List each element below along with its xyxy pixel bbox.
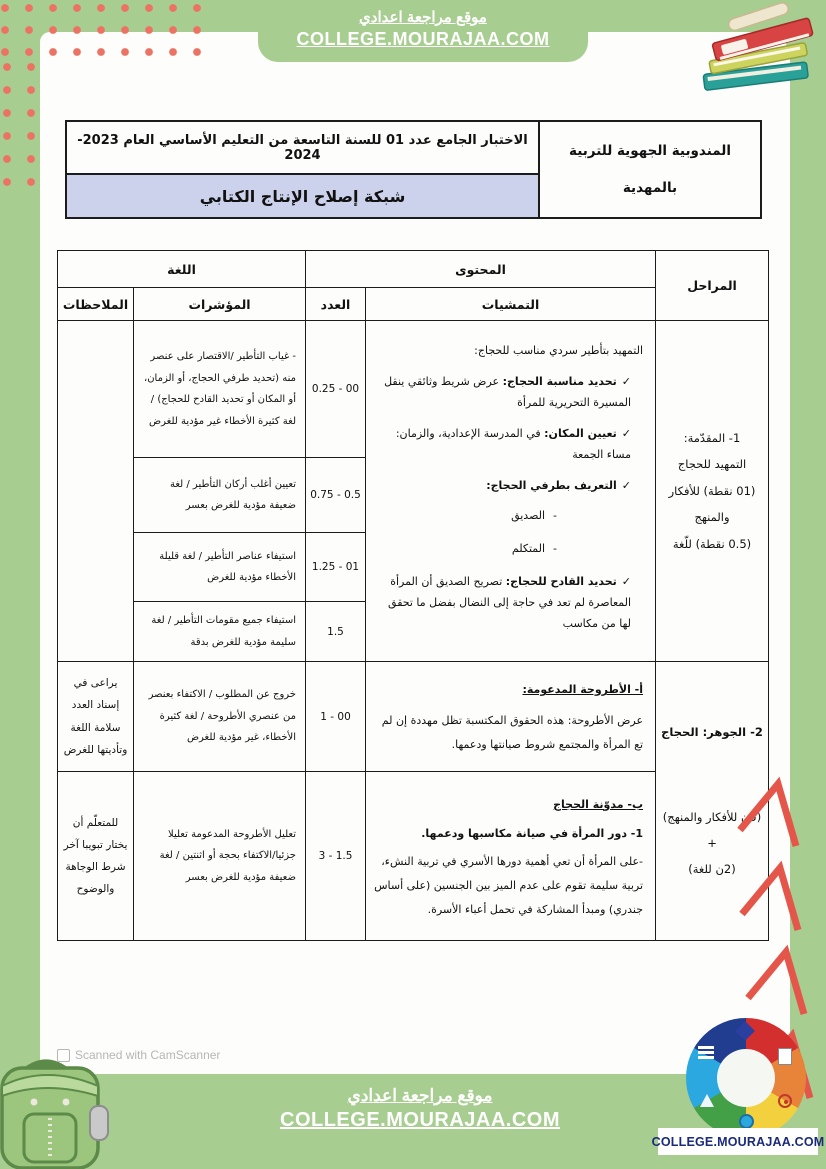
score-cell: 1.25 - 01 [306, 533, 366, 602]
site-name-arabic: موقع مراجعة اعدادي [359, 9, 487, 26]
list-item: ✓تحديد مناسبة الحجاج: عرض شريط وثائقي ينقل المسيرة التحريرية للمرأة [384, 374, 632, 409]
intro-steps-cell [366, 321, 656, 662]
flask-icon [700, 1094, 714, 1107]
stage-intro-cell: 1- المقدّمة: التمهيد للحجاج (01 نقطة) للأفكار والمنهج (0.5 نقطة) للّغة [656, 321, 769, 662]
correction-grid-title: شبكة إصلاح الإنتاج الكتابي [66, 174, 539, 218]
site-banner-bottom [210, 1086, 630, 1132]
indicator-cell: تعليل الأطروحة المدعومة تعليلا جزئيا/الاكتفاء بحجة أو اثنتين / لغة ضعيفة مؤدية للغرض بعسر [134, 772, 306, 941]
dash-icon: - [553, 509, 558, 523]
list-item: ✓تحديد القادح للحجاج: تصريح الصديق أن المرأة المعاصرة لم تعد في حاجة إلى النضال بفضل ما تحقق لها من مكاسب [388, 575, 632, 630]
arguments-steps-cell: ب- مدوّنة الحجاج 1- دور المرأة في صيانة مكاسبها ودعمها. -على المرأة أن تعي أهمية دورها الأسري في تربية النشء، تربية سليمة تقوم على عدم الميز بين الجنسين (على أساس جندري) ومبدأ المشاركة في تحمل أعباء الأسرة. [366, 772, 656, 941]
header-content-group: المحتوى [306, 251, 656, 288]
logo-caption-bar [651, 1128, 825, 1155]
score-cell: 0.25 - 00 [306, 321, 366, 458]
score-cell: 3 - 1.5 [306, 772, 366, 941]
notes-empty-cell [58, 321, 134, 662]
list-item: -المتكلم [511, 542, 558, 556]
books-icon [698, 1046, 714, 1049]
table-row [58, 662, 769, 772]
site-name-arabic: موقع مراجعة اعدادي [347, 1086, 493, 1105]
logo-caption: COLLEGE.MOURAJAA.COM [651, 1134, 825, 1149]
document-header-table [65, 120, 762, 219]
check-icon: ✓ [621, 575, 632, 589]
header-score: العدد [306, 288, 366, 321]
site-url-link[interactable]: COLLEGE.MOURAJAA.COM [280, 1109, 560, 1131]
books-stack-illustration [688, 2, 824, 94]
score-cell: 0.75 - 0.5 [306, 458, 366, 533]
authority-cell [539, 121, 761, 218]
authority-region: بالمهدية [622, 179, 678, 196]
stage-core-cell: 2- الجوهر: الحجاج (5ن للأفكار والمنهج) + (2ن للغة) [656, 662, 769, 941]
steps-title: التمهيد بتأطير سردي مناسب للحجاج: [474, 344, 644, 358]
section-heading: ب- مدوّنة الحجاج [553, 797, 644, 811]
graduation-cap-icon [735, 1021, 755, 1041]
thesis-steps-cell: أ- الأطروحة المدعومة: عرض الأطروحة: هذه الحقوق المكتسبة تظل مهددة إن لم تع المرأة والمجتمع شروط صيانتها ودعمها. [366, 662, 656, 772]
site-banner-top [263, 8, 583, 50]
exam-title: الاختبار الجامع عدد 01 للسنة التاسعة من التعليم الأساسي العام 2023-2024 [66, 121, 539, 174]
globe-icon [739, 1114, 754, 1129]
atom-icon [778, 1094, 792, 1108]
site-url-link[interactable]: COLLEGE.MOURAJAA.COM [296, 29, 550, 49]
section-heading: أ- الأطروحة المدعومة: [522, 683, 644, 697]
note-cell: للمتعلّم أن يختار تبويبا آخر شرط الوجاهة والوضوح [58, 772, 134, 941]
note-cell: يراعى في إسناد العدد سلامة اللغة وتأديتها للغرض [58, 662, 134, 772]
authority-name: المندوبية الجهوية للتربية [569, 143, 731, 160]
list-item: ✓تعيين المكان: في المدرسة الإعدادية، والزمان: مساء الجمعة [395, 426, 632, 461]
header-language-group: اللغة [58, 251, 306, 288]
correction-grid-table [57, 250, 769, 941]
score-cell: 1 - 00 [306, 662, 366, 772]
check-icon: ✓ [621, 426, 632, 440]
notepad-icon [778, 1048, 792, 1065]
score-cell: 1.5 [306, 602, 366, 662]
indicator-cell: تعيين أغلب أركان التأطير / لغة ضعيفة مؤدية للغرض بعسر [134, 458, 306, 533]
logo-center-hole [717, 1049, 775, 1107]
camscanner-watermark: Scanned with CamScanner [57, 1048, 220, 1062]
header-steps: التمشيات [366, 288, 656, 321]
indicator-cell: استيفاء عناصر التأطير / لغة قليلة الأخطاء مؤدية للغرض [134, 533, 306, 602]
check-icon: ✓ [621, 374, 632, 388]
backpack-illustration [0, 1052, 122, 1169]
indicator-cell: - غياب التأطير /الاقتصار على عنصر منه (تحديد طرفي الحجاج، أو الزمان، أو المكان أو تحديد القادح للحجاج) / لغة كثيرة الأخطاء غير مؤدية للغرض [134, 321, 306, 458]
header-notes: الملاحظات [58, 288, 134, 321]
indicator-cell: استيفاء جميع مقومات التأطير / لغة سليمة مؤدية للغرض بدقة [134, 602, 306, 662]
education-wheel-logo [686, 1018, 806, 1138]
header-indicators: المؤشرات [134, 288, 306, 321]
dash-icon: - [553, 542, 558, 556]
list-item: -الصديق [511, 509, 558, 523]
table-row [58, 321, 769, 458]
indicator-cell: خروج عن المطلوب / الاكتفاء بعنصر من عنصري الأطروحة / لغة كثيرة الأخطاء، غير مؤدية للغرض [134, 662, 306, 772]
check-icon: ✓ [621, 478, 632, 492]
header-stages: المراحل [656, 251, 769, 321]
list-item: ✓التعريف بطرفي الحجاج: [486, 478, 632, 492]
